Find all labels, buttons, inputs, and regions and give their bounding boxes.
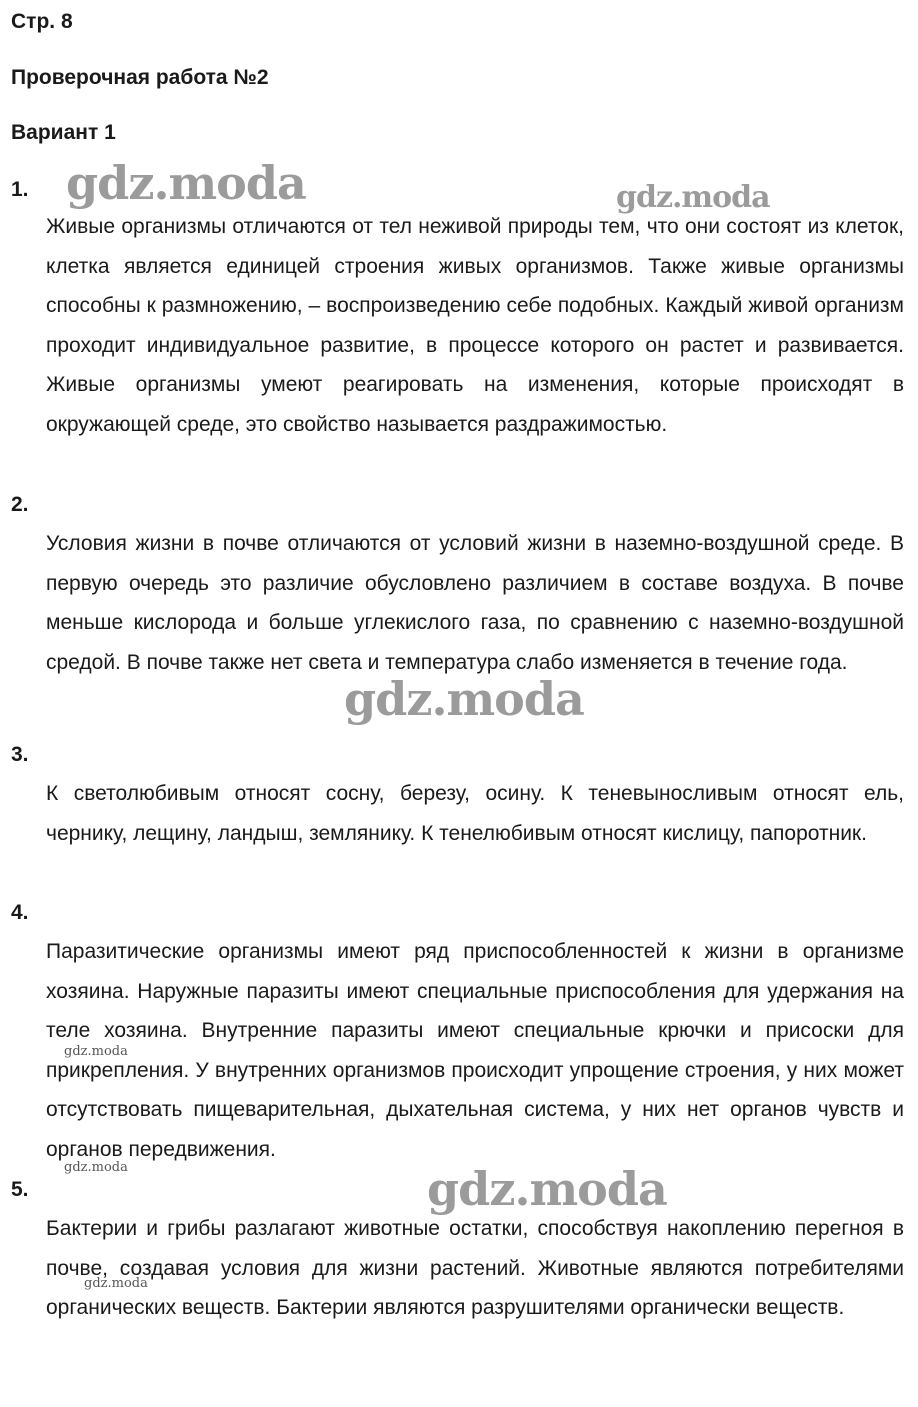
answer-text: Живые организмы отличаются от тел неживой природы тем, что они состоят из клеток, клетка является единицей строения живых организмов. Также живые организмы способны к размножению, – воспроизведению себе подобных. Каждый живой организм проходит индивидуальное развитие, в процессе которого он растет и развивается. Живые организмы умеют реагировать на изменения, которые происходят в окружающей среде, это свойство называется раздражимостью. xyxy=(46,215,904,436)
watermark-logo: gdz.moda xyxy=(84,1276,148,1291)
answer-number: 5. xyxy=(11,1178,29,1201)
answer-text: Условия жизни в почве отличаются от условий жизни в наземно-воздушной среде. В первую очередь это различие обусловлено различием в составе воздуха. В почве меньше кислорода и больше углекислого газа, по сравнению с наземно-воздушной средой. В почве также нет света и температура слабо изменяется в течение года. xyxy=(46,532,904,674)
watermark-logo: gdz.moda xyxy=(64,1160,128,1175)
watermark-logo: gdz.moda xyxy=(616,180,770,215)
work-title: Проверочная работа №2 xyxy=(11,66,269,89)
watermark-logo: gdz.moda xyxy=(66,156,306,210)
answer-number: 2. xyxy=(11,493,29,516)
variant-title: Вариант 1 xyxy=(11,121,116,144)
answer-number: 4. xyxy=(11,901,29,924)
answer-number: 1. xyxy=(11,178,29,201)
answer-text: Бактерии и грибы разлагают животные остатки, способствуя накоплению перегноя в почве, создавая условия для жизни растений. Животные являются потребителями органических веществ. Бактерии являются разрушителями органически веществ. xyxy=(46,1217,904,1319)
answer-number: 3. xyxy=(11,743,29,766)
watermark-logo: gdz.moda xyxy=(427,1162,667,1216)
watermark-logo: gdz.moda xyxy=(344,672,584,726)
page-label: Стр. 8 xyxy=(11,10,73,33)
answer-text: Паразитические организмы имеют ряд приспособленностей к жизни в организме хозяина. Наружные паразиты имеют специальные приспособления для удержания на теле хозяина. Внутренние паразиты имеют специальные крючки и присоски для прикрепления. У внутренних организмов происходит упрощение строения, у них может отсутствовать пищеварительная, дыхательная система, у них нет органов чувств и органов передвижения. xyxy=(46,940,904,1161)
answer-text: К светолюбивым относят сосну, березу, осину. К теневыносливым относят ель, чернику, лещину, ландыш, землянику. К тенелюбивым относят кислицу, папоротник. xyxy=(46,782,904,845)
watermark-logo: gdz.moda xyxy=(64,1044,128,1059)
